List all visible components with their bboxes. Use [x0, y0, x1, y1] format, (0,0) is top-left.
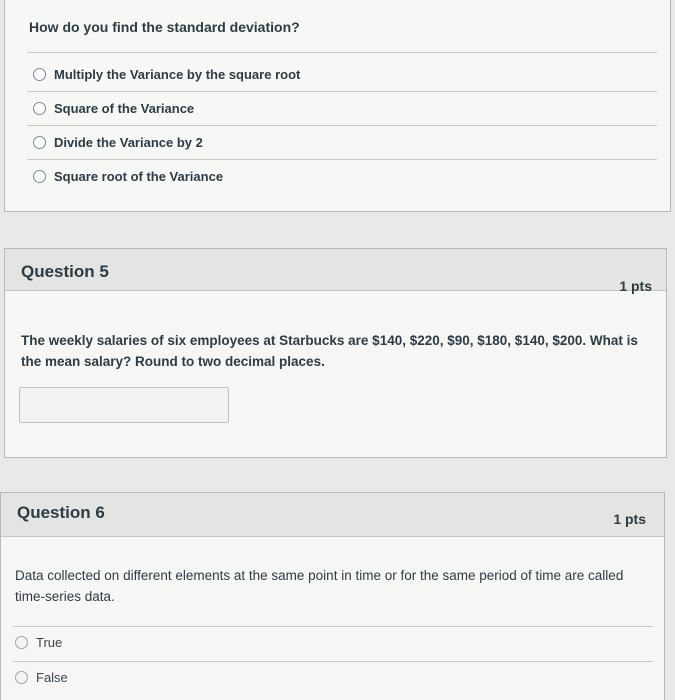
radio-button[interactable] [33, 102, 46, 115]
radio-button[interactable] [33, 68, 46, 81]
question-6-card [0, 492, 665, 700]
question-6-header [1, 493, 664, 537]
question-5-card [4, 248, 667, 458]
question-title: Question 5 [21, 262, 109, 281]
option-label: Square root of the Variance [54, 168, 224, 184]
option-true[interactable] [15, 635, 62, 650]
radio-button[interactable] [33, 136, 46, 149]
question-5-text: The weekly salaries of six employees at Starbucks are $140, $220, $90, $180, $140, $200. What is the mean salary? Round to two decimal places. [21, 333, 638, 369]
radio-button[interactable] [15, 671, 28, 684]
question-6-text: Data collected on different elements at the same point in time or for the same period of time are called time-series data. [15, 568, 624, 604]
question-5-header [5, 249, 666, 294]
option-label: False [36, 670, 68, 685]
answer-input[interactable] [19, 387, 229, 423]
divider [27, 52, 657, 53]
option-label: Multiply the Variance by the square root [54, 66, 301, 82]
option-square-variance[interactable] [27, 91, 657, 125]
divider [27, 159, 657, 160]
divider [13, 661, 653, 662]
divider [27, 91, 657, 92]
option-multiply-variance[interactable] [27, 57, 657, 91]
divider [27, 125, 657, 126]
points-label: 1 pts [613, 511, 646, 527]
divider [13, 626, 653, 627]
question-4-prompt: How do you find the standard deviation? [29, 19, 300, 35]
radio-button[interactable] [15, 636, 28, 649]
option-divide-variance[interactable] [27, 125, 657, 159]
points-label: 1 pts [619, 278, 652, 294]
option-label: Divide the Variance by 2 [54, 134, 203, 150]
option-square-root-variance[interactable] [27, 159, 657, 193]
radio-button[interactable] [33, 170, 46, 183]
option-label: True [36, 635, 63, 650]
question-title: Question 6 [17, 503, 105, 522]
option-label: Square of the Variance [54, 100, 195, 116]
option-false[interactable] [15, 670, 68, 685]
question-4-card [4, 0, 671, 212]
